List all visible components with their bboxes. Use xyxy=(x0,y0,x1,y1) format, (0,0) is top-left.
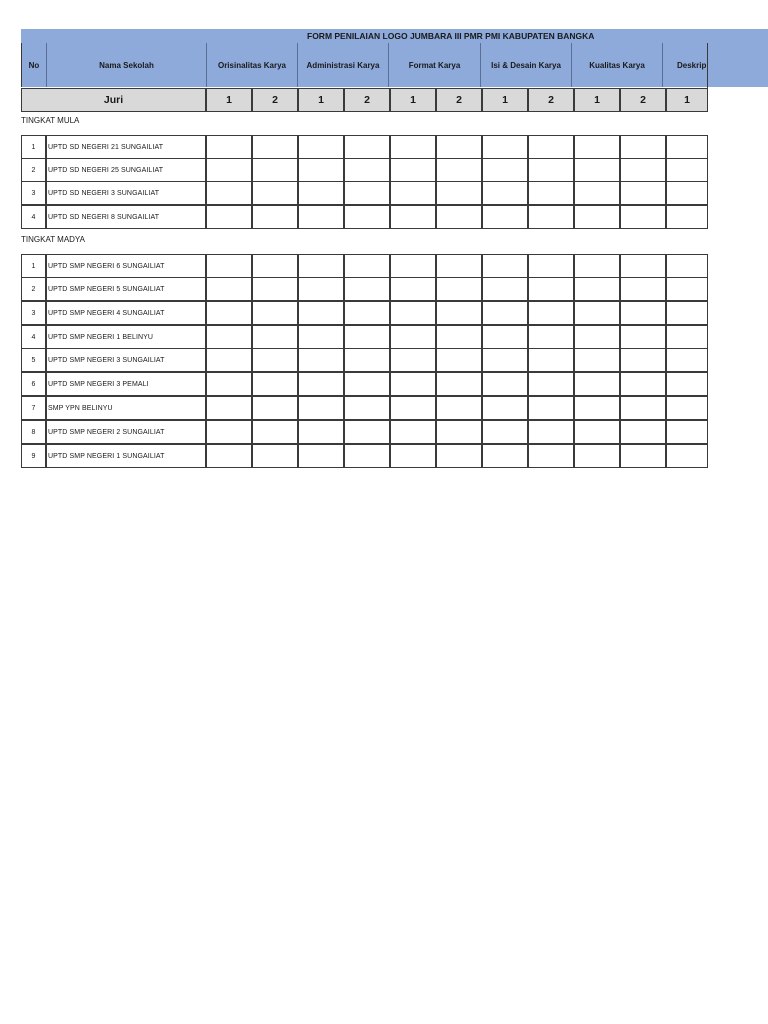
score-cell[interactable] xyxy=(620,277,666,301)
score-cell[interactable] xyxy=(252,396,298,420)
header-deskripsi: Deskrip xyxy=(662,43,708,87)
table-row xyxy=(21,372,708,396)
header-format: Format Karya xyxy=(388,43,480,87)
score-cell[interactable] xyxy=(574,135,620,159)
score-cell[interactable] xyxy=(528,396,574,420)
score-cell[interactable] xyxy=(574,158,620,182)
score-cell[interactable] xyxy=(666,181,708,205)
table-row xyxy=(21,444,708,468)
score-cell[interactable] xyxy=(574,301,620,325)
juri-number: 2 xyxy=(344,88,390,112)
score-cell[interactable] xyxy=(298,420,344,444)
score-cell[interactable] xyxy=(298,396,344,420)
score-cell[interactable] xyxy=(574,420,620,444)
score-cell[interactable] xyxy=(206,325,252,349)
header-orisinalitas: Orisinalitas Karya xyxy=(206,43,297,87)
juri-number: 1 xyxy=(482,88,528,112)
score-cell[interactable] xyxy=(620,372,666,396)
score-cell[interactable] xyxy=(436,135,482,159)
score-cell[interactable] xyxy=(344,420,390,444)
row-school-name: UPTD SMP NEGERI 1 BELINYU xyxy=(46,325,206,349)
score-cell[interactable] xyxy=(298,444,344,468)
score-cell[interactable] xyxy=(298,277,344,301)
table-row xyxy=(21,277,708,301)
score-cell[interactable] xyxy=(620,444,666,468)
score-cell[interactable] xyxy=(390,277,436,301)
score-cell[interactable] xyxy=(436,372,482,396)
score-cell[interactable] xyxy=(436,158,482,182)
juri-number: 2 xyxy=(620,88,666,112)
header-school-name: Nama Sekolah xyxy=(46,43,206,87)
row-no: 2 xyxy=(21,158,46,182)
score-cell[interactable] xyxy=(298,325,344,349)
score-cell[interactable] xyxy=(482,135,528,159)
score-cell[interactable] xyxy=(344,277,390,301)
score-cell[interactable] xyxy=(620,158,666,182)
row-school-name: UPTD SMP NEGERI 3 SUNGAILIAT xyxy=(46,348,206,372)
score-cell[interactable] xyxy=(298,372,344,396)
table-row xyxy=(21,420,708,444)
row-school-name: UPTD SD NEGERI 21 SUNGAILIAT xyxy=(46,135,206,159)
score-cell[interactable] xyxy=(482,396,528,420)
juri-number: 1 xyxy=(666,88,708,112)
score-cell[interactable] xyxy=(252,325,298,349)
score-cell[interactable] xyxy=(206,372,252,396)
score-cell[interactable] xyxy=(252,444,298,468)
score-cell[interactable] xyxy=(574,205,620,229)
score-cell[interactable] xyxy=(344,254,390,278)
row-no: 7 xyxy=(21,396,46,420)
table-row xyxy=(21,181,708,205)
score-cell[interactable] xyxy=(390,348,436,372)
score-cell[interactable] xyxy=(344,372,390,396)
score-cell[interactable] xyxy=(298,254,344,278)
row-no: 9 xyxy=(21,444,46,468)
score-cell[interactable] xyxy=(390,444,436,468)
score-cell[interactable] xyxy=(620,135,666,159)
score-cell[interactable] xyxy=(344,158,390,182)
score-cell[interactable] xyxy=(528,254,574,278)
score-cell[interactable] xyxy=(528,135,574,159)
score-cell[interactable] xyxy=(206,444,252,468)
table-row xyxy=(21,301,708,325)
score-cell[interactable] xyxy=(666,254,708,278)
score-cell[interactable] xyxy=(436,396,482,420)
juri-number: 1 xyxy=(206,88,252,112)
score-cell[interactable] xyxy=(482,325,528,349)
score-cell[interactable] xyxy=(206,181,252,205)
score-cell[interactable] xyxy=(666,420,708,444)
score-cell[interactable] xyxy=(482,158,528,182)
row-school-name: UPTD SMP NEGERI 4 SUNGAILIAT xyxy=(46,301,206,325)
table-row xyxy=(21,254,708,278)
score-cell[interactable] xyxy=(436,348,482,372)
score-cell[interactable] xyxy=(390,372,436,396)
score-cell[interactable] xyxy=(666,396,708,420)
header-kualitas: Kualitas Karya xyxy=(571,43,662,87)
table-row xyxy=(21,158,708,182)
row-school-name: UPTD SMP NEGERI 2 SUNGAILIAT xyxy=(46,420,206,444)
table-row xyxy=(21,396,708,420)
score-cell[interactable] xyxy=(620,420,666,444)
row-no: 3 xyxy=(21,181,46,205)
score-cell[interactable] xyxy=(528,181,574,205)
row-no: 1 xyxy=(21,135,46,159)
score-cell[interactable] xyxy=(344,444,390,468)
score-cell[interactable] xyxy=(344,205,390,229)
score-cell[interactable] xyxy=(528,277,574,301)
section-label-madya: TINGKAT MADYA xyxy=(21,235,86,244)
score-cell[interactable] xyxy=(436,325,482,349)
juri-row xyxy=(21,88,708,112)
score-cell[interactable] xyxy=(344,348,390,372)
score-cell[interactable] xyxy=(252,277,298,301)
score-cell[interactable] xyxy=(390,205,436,229)
score-cell[interactable] xyxy=(298,205,344,229)
score-cell[interactable] xyxy=(620,325,666,349)
row-school-name: UPTD SMP NEGERI 6 SUNGAILIAT xyxy=(46,254,206,278)
score-cell[interactable] xyxy=(620,205,666,229)
row-school-name: UPTD SMP NEGERI 3 PEMALI xyxy=(46,372,206,396)
juri-number: 2 xyxy=(252,88,298,112)
score-cell[interactable] xyxy=(436,254,482,278)
score-cell[interactable] xyxy=(666,205,708,229)
score-cell[interactable] xyxy=(206,420,252,444)
score-cell[interactable] xyxy=(298,158,344,182)
score-cell[interactable] xyxy=(252,205,298,229)
score-cell[interactable] xyxy=(390,135,436,159)
score-cell[interactable] xyxy=(666,301,708,325)
juri-number: 2 xyxy=(528,88,574,112)
score-cell[interactable] xyxy=(666,135,708,159)
row-no: 1 xyxy=(21,254,46,278)
header-no: No xyxy=(21,43,46,87)
score-cell[interactable] xyxy=(206,301,252,325)
score-cell[interactable] xyxy=(206,135,252,159)
score-cell[interactable] xyxy=(206,205,252,229)
row-no: 4 xyxy=(21,205,46,229)
row-no: 2 xyxy=(21,277,46,301)
score-cell[interactable] xyxy=(528,372,574,396)
score-cell[interactable] xyxy=(344,181,390,205)
score-cell[interactable] xyxy=(252,181,298,205)
score-cell[interactable] xyxy=(252,135,298,159)
score-cell[interactable] xyxy=(666,325,708,349)
score-cell[interactable] xyxy=(666,277,708,301)
score-cell[interactable] xyxy=(252,254,298,278)
form-title: FORM PENILAIAN LOGO JUMBARA III PMR PMI KABUPATEN BANGKA xyxy=(307,31,595,41)
score-cell[interactable] xyxy=(344,135,390,159)
row-no: 5 xyxy=(21,348,46,372)
score-cell[interactable] xyxy=(344,325,390,349)
score-cell[interactable] xyxy=(482,372,528,396)
score-cell[interactable] xyxy=(528,444,574,468)
score-cell[interactable] xyxy=(482,301,528,325)
score-cell[interactable] xyxy=(528,158,574,182)
title-bar xyxy=(21,29,768,43)
score-cell[interactable] xyxy=(482,205,528,229)
score-cell[interactable] xyxy=(390,158,436,182)
score-cell[interactable] xyxy=(528,420,574,444)
score-cell[interactable] xyxy=(482,444,528,468)
row-school-name: UPTD SD NEGERI 3 SUNGAILIAT xyxy=(46,181,206,205)
table-row xyxy=(21,205,708,229)
score-cell[interactable] xyxy=(436,301,482,325)
score-cell[interactable] xyxy=(390,254,436,278)
score-cell[interactable] xyxy=(528,348,574,372)
score-cell[interactable] xyxy=(206,348,252,372)
row-no: 6 xyxy=(21,372,46,396)
row-no: 4 xyxy=(21,325,46,349)
row-school-name: UPTD SMP NEGERI 1 SUNGAILIAT xyxy=(46,444,206,468)
score-cell[interactable] xyxy=(620,181,666,205)
score-cell[interactable] xyxy=(666,372,708,396)
score-cell[interactable] xyxy=(574,325,620,349)
score-cell[interactable] xyxy=(252,348,298,372)
score-cell[interactable] xyxy=(390,181,436,205)
header-administrasi: Administrasi Karya xyxy=(297,43,388,87)
score-cell[interactable] xyxy=(620,254,666,278)
score-cell[interactable] xyxy=(574,254,620,278)
score-cell[interactable] xyxy=(390,325,436,349)
score-cell[interactable] xyxy=(528,205,574,229)
score-cell[interactable] xyxy=(574,277,620,301)
score-cell[interactable] xyxy=(206,158,252,182)
score-cell[interactable] xyxy=(436,181,482,205)
score-cell[interactable] xyxy=(482,254,528,278)
table-row xyxy=(21,325,708,349)
row-school-name: SMP YPN BELINYU xyxy=(46,396,206,420)
row-no: 8 xyxy=(21,420,46,444)
score-cell[interactable] xyxy=(574,396,620,420)
score-cell[interactable] xyxy=(482,277,528,301)
score-cell[interactable] xyxy=(436,205,482,229)
row-school-name: UPTD SD NEGERI 8 SUNGAILIAT xyxy=(46,205,206,229)
table-row xyxy=(21,135,708,159)
score-cell[interactable] xyxy=(574,444,620,468)
score-cell[interactable] xyxy=(298,135,344,159)
score-cell[interactable] xyxy=(528,301,574,325)
row-school-name: UPTD SMP NEGERI 5 SUNGAILIAT xyxy=(46,277,206,301)
score-cell[interactable] xyxy=(482,348,528,372)
score-cell[interactable] xyxy=(482,181,528,205)
score-cell[interactable] xyxy=(206,396,252,420)
score-cell[interactable] xyxy=(252,158,298,182)
juri-number: 1 xyxy=(574,88,620,112)
score-cell[interactable] xyxy=(620,348,666,372)
score-cell[interactable] xyxy=(436,420,482,444)
juri-number: 1 xyxy=(298,88,344,112)
score-cell[interactable] xyxy=(252,420,298,444)
juri-number: 2 xyxy=(436,88,482,112)
score-cell[interactable] xyxy=(574,372,620,396)
score-cell[interactable] xyxy=(482,420,528,444)
score-cell[interactable] xyxy=(298,301,344,325)
row-school-name: UPTD SD NEGERI 25 SUNGAILIAT xyxy=(46,158,206,182)
score-cell[interactable] xyxy=(620,396,666,420)
juri-label: Juri xyxy=(21,88,206,112)
score-cell[interactable] xyxy=(344,301,390,325)
score-cell[interactable] xyxy=(390,420,436,444)
score-cell[interactable] xyxy=(436,277,482,301)
row-no: 3 xyxy=(21,301,46,325)
score-cell[interactable] xyxy=(666,348,708,372)
score-cell[interactable] xyxy=(390,396,436,420)
score-cell[interactable] xyxy=(298,181,344,205)
section-label-mula: TINGKAT MULA xyxy=(21,116,80,125)
score-cell[interactable] xyxy=(528,325,574,349)
score-cell[interactable] xyxy=(252,372,298,396)
header-frame xyxy=(21,43,708,88)
score-cell[interactable] xyxy=(574,181,620,205)
score-cell[interactable] xyxy=(574,348,620,372)
score-cell[interactable] xyxy=(344,396,390,420)
score-cell[interactable] xyxy=(252,301,298,325)
table-row xyxy=(21,348,708,372)
score-cell[interactable] xyxy=(298,348,344,372)
score-cell[interactable] xyxy=(620,301,666,325)
score-cell[interactable] xyxy=(666,444,708,468)
score-cell[interactable] xyxy=(206,277,252,301)
score-cell[interactable] xyxy=(436,444,482,468)
score-cell[interactable] xyxy=(390,301,436,325)
header-isi-desain: Isi & Desain Karya xyxy=(480,43,571,87)
score-cell[interactable] xyxy=(206,254,252,278)
score-cell[interactable] xyxy=(666,158,708,182)
juri-number: 1 xyxy=(390,88,436,112)
